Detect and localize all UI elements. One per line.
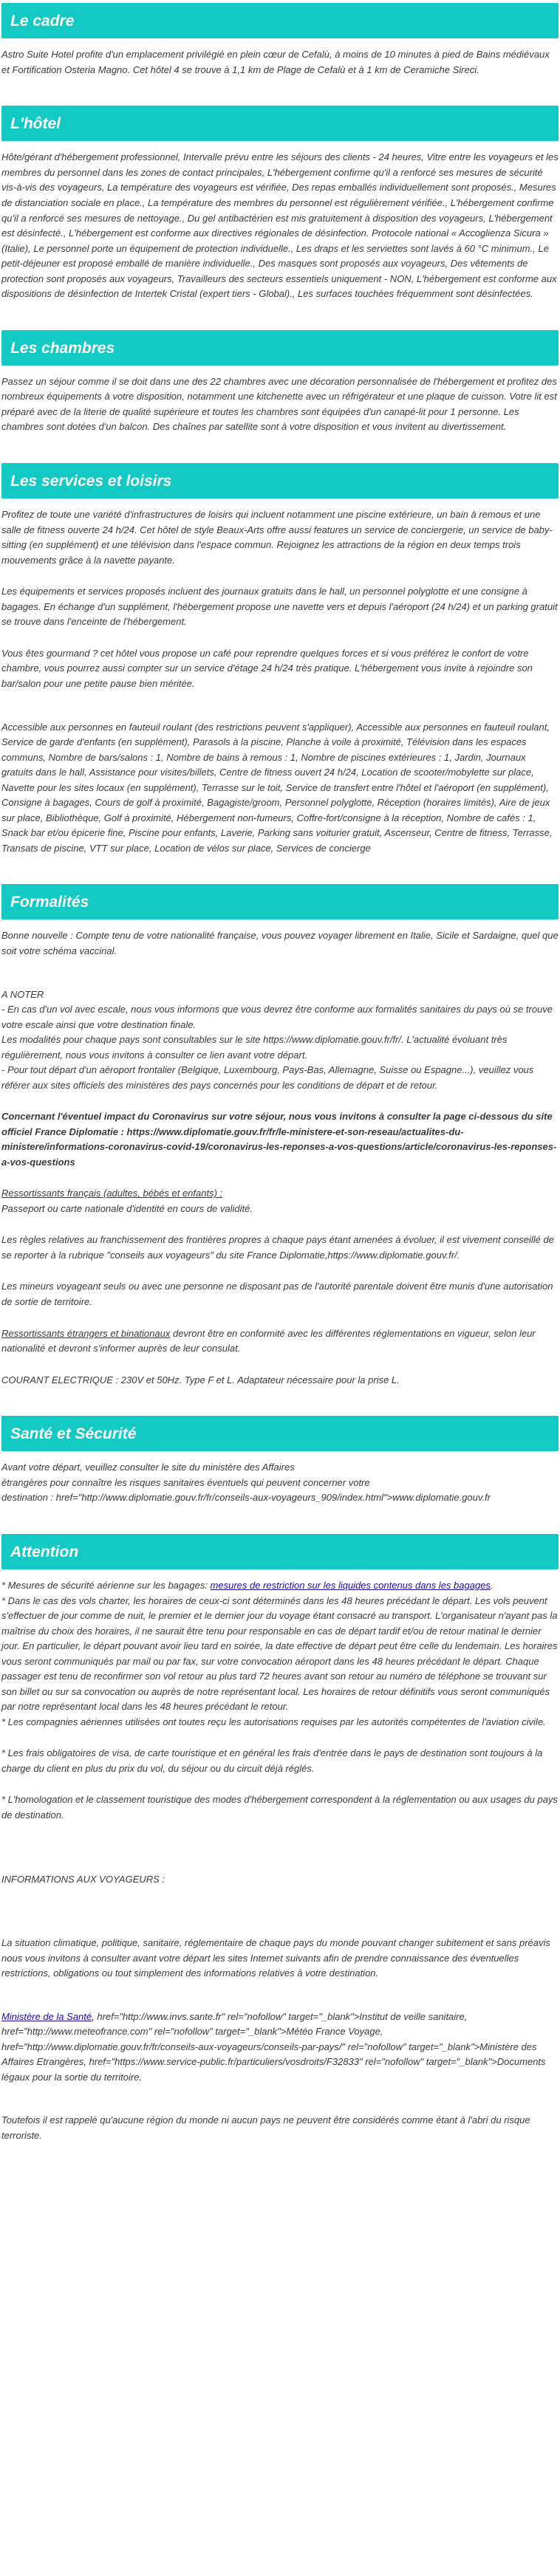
section-title-attention: Attention [1,1534,559,1569]
formalites-etrangers [0,1326,560,1357]
formalites-noter-3: - Pour tout départ d'un aéroport frontalier (Belgique, Luxembourg, Pays-Bas, Allemagne, Suisse ou Espagne...), veuillez vous référer aux sites officiels des ministères des pays concernés pour les conditions de départ et de retour. [1,1064,534,1091]
section-title-formalites: Formalités [1,884,559,919]
attention-ministere [0,2010,560,2086]
formalites-noter-2: Les modalités pour chaque pays sont consultables sur le site https://www.diplomatie.gouv.fr/fr/. L'actualité évoluant très régulièrement, nous vous invitons à consulter ce lien avant votre départ. [1,1034,508,1061]
section-title-loisirs: Les services et loisirs [1,463,559,499]
formalites-noter-title: A NOTER [1,988,44,1000]
attention-compagnies: * Les compagnies aériennes utilisées ont toutes reçu les autorisations requises par les autorités compétentes de l'aviation civile. [1,1716,546,1727]
loisirs-p4: Accessible aux personnes en fauteuil roulant (des restrictions peuvent s'appliquer), Accessible aux personnes en fauteuil roulant, Service de garde d'enfants (en supplément), Parasols à la piscine, Planche à voile à proximité, Télévision dans les espaces communs, Nombre de bars/salons : 1, Nombre de bains à remous : 1, Nombre de piscines extérieures : 1, Jardin, Journaux gratuits dans le hall, Assistance pour visites/billets, Centre de fitness ouvert 24 h/24, Location de scooter/mobylette sur place, Navette pour les sites locaux (en supplément), Terrasse sur le toit, Service de transfert entre l'hôtel et l'aéroport (en supplément), Consigne à bagages, Cours de golf à proximité, Bagagiste/groom, Personnel polyglotte, Réception (horaires limités), Aire de jeux sur place, Bibliothèque, Golf à proximité, Hébergement non-fumeurs, Coffre-fort/consigne à la réception, Nombre de cafés : 1, Snack bar et/ou épicerie fine, Piscine pour enfants, Laverie, Parking sans voiturier gratuit, Ascenseur, Centre de fitness, Terrasse, Transats de piscine, VTT sur place, Location de vélos sur place, Services de concierge [1,721,553,854]
attention-vols: * Dans le cas des vols charter, les horaires de ceux-ci sont déterminés dans les 48 heures précédant le départ. Les vols peuvent s'effectuer de jour comme de nuit, le premier et le dernier jour du voyage étant consacré au transport. L'organisateur n'ayant pas la maîtrise du choix des horaires, il ne saurait être tenu pour responsable en cas de départ tardif et/ou de retour matinal le dernier jour. En particulier, le départ pouvant avoir lieu tard en soirée, la date effective de départ peut être celle du lendemain. Les horaires vous seront communiqués par mail ou par fax, sur votre convocation aéroport dans les 48 heures précédant le départ. Chaque passager est tenu de reconfirmer son vol retour au plus tard 72 heures avant son retour au numéro de téléphone se trouvant sur son billet ou sur sa convocation ou auprès de notre représentant local. Les horaires de retour définitifs vous seront communiqués par notre représentant local dans les 48 heures précédant le retour. [1,1594,558,1713]
section-title-cadre: Le cadre [1,3,559,38]
page [0,3,560,2143]
attention-bagages [0,1578,560,1594]
section-hotel [0,106,560,301]
loisirs-p3: Vous êtes gourmand ? cet hôtel vous propose un café pour reprendre quelques forces et si vous préférez le confort de votre chambre, vous pourrez aussi compter sur un service d'étage 24 h/24 très pratique. L'hébergement vous invite à rejoindre son bar/salon pour une petite pause bien méritée. [1,647,533,689]
formalites-fr-title: Ressortissants français (adultes, bébés et enfants) : [1,1188,223,1199]
section-chambres [0,330,560,435]
formalites-mineurs: Les mineurs voyageant seuls ou avec une personne ne disposant pas de l'autorité parentale doivent être munis d'une autorisation de sortie de territoire. [1,1281,553,1308]
hotel-text: Hôte/gérant d'hébergement professionnel, Intervalle prévu entre les séjours des clients - 24 heures, Vitre entre les voyageurs et les membres du personnel dans les zones de contact principales, L'hébergement confirme qu'il a renforcé ses mesures de sécurité vis-à-vis des voyageurs, La température des voyageurs est vérifiée, Des repas emballés individuellement sont proposés., Mesures de distanciation sociale en place., La température des membres du personnel est régulièrement vérifiée., L'hébergement confirme qu'il a renforcé ses mesures de nettoyage., Du gel antibactérien est mis gratuitement à disposition des voyageurs, L'hébergement est désinfecté., L'hébergement est conforme aux directives régionales de désinfection. Protocole national « Accoglienza Sicura » (Italie), Le personnel porte un équipement de protection individuelle., Les draps et les serviettes sont lavés à 60 °C minimum., Le petit-déjeuner est proposé emballé de manière individuelle., Des masques sont proposés aux voyageurs, Des vêtements de protection sont proposés aux voyageurs, Travailleurs des secteurs essentiels uniquement - NON, L'hébergement est conforme aux dispositions de désinfection de Intertek Cristal (expert tiers - Global)., Les surfaces touchées fréquemment sont désinfectées. [1,151,559,300]
formalites-courant: COURANT ELECTRIQUE : 230V et 50Hz. Type F et L. Adaptateur nécessaire pour la prise L. [1,1374,400,1385]
sante-line-1: Avant votre départ, veuillez consulter le site du ministère des Affaires [1,1462,295,1473]
liquids-restriction-link[interactable]: mesures de restriction sur les liquides contenus dans les bagages [210,1580,491,1592]
section-title-hotel: L'hôtel [1,106,559,141]
formalites-etrangers-text: devront être en conformité avec les différentes réglementations en vigueur, selon leur nationalité et devront s'informer auprès de leur consulat. [1,1327,536,1354]
formalites-coronavirus: Concernant l'éventuel impact du Coronavirus sur votre séjour, nous vous invitons à consulter la page ci-dessous du site officiel France Diplomatie : https://www.diplomatie.gouv.fr/fr/le-ministere-et-son-reseau/actualites-du-ministere/informations-coronavirus-covid-19/coronavirus-les-reponses-a-vos-questions/article/coronavirus-les-reponses-a-vos-questions [1,1111,557,1168]
formalites-noter-1: - En cas d'un vol avec escale, nous vous informons que vous devrez être conforme aux formalités sanitaires du pays où se trouve votre escale ainsi que votre destination finale. [1,1004,553,1030]
section-title-chambres: Les chambres [1,330,559,366]
section-sante [0,1416,560,1506]
attention-homologation: * L'homologation et le classement touristique des modes d'hébergement correspondent à la réglementation ou aux usages du pays de destination. [1,1794,558,1820]
loisirs-p2: Les équipements et services proposés incluent des journaux gratuits dans le hall, un personnel polyglotte et une consigne à bagages. En échange d'un supplément, l'hébergement propose une navette vers et depuis l'aéroport (24 h/24) et un parking gratuit se trouve dans l'enceinte de l'hébergement. [1,586,558,628]
section-title-sante: Santé et Sécurité [1,1416,559,1451]
attention-frais: * Les frais obligatoires de visa, de carte touristique et en général les frais d'entrée dans le pays de destination sont toujours à la charge du client en plus du prix du vol, du séjour ou du circuit déjà réglés. [1,1747,543,1774]
formalites-etrangers-title: Ressortissants étrangers et binationaux [1,1327,171,1339]
section-cadre [0,3,560,78]
attention-bagages-label: * Mesures de sécurité aérienne sur les bagages: [1,1580,211,1592]
attention-infos-title: INFORMATIONS AUX VOYAGEURS : [1,1873,165,1885]
formalites-intro: Bonne nouvelle : Compte tenu de votre nationalité française, vous pouvez voyager librement en Italie, Sicile et Sardaigne, quel que soit votre schéma vaccinal. [1,930,559,956]
formalites-regles: Les règles relatives au franchissement des frontières propres à chaque pays étant amenées à évoluer, il est vivement conseillé de se reporter à la rubrique "conseils aux voyageurs" du site France Diplomatie,https://www.diplomatie.gouv.fr/. [1,1234,554,1261]
section-formalites [0,884,560,1388]
formalites-fr-text: Passeport ou carte nationale d'identité en cours de validité. [1,1202,253,1214]
attention-ministere-rest: , href="http://www.invs.sante.fr" rel="nofollow" target="_blank">Institut de veille sanitaire, href="http://www.meteofrance.com" rel="nofollow" target="_blank">Météo France Voyage, href="http://www.diplomatie.gouv.fr/fr/conseils-aux-voyageurs/conseils-par-pays/" rel="nofollow" target="_blank">Ministère des Affaires Etrangères, href="https://www.service-public.fr/particuliers/vosdroits/F32833" rel="nofollow" target="_blank">Documents légaux pour la sortie du territoire. [1,2010,546,2083]
section-loisirs [0,463,560,856]
attention-situation: La situation climatique, politique, sanitaire, réglementaire de chaque pays du monde pouvant changer subitement et sans préavis nous vous invitons à consulter avant votre départ les sites Internet suivants afin de prendre connaissance des éventuelles restrictions, obligations ou tout simplement des informations relatives à votre destination. [1,1937,550,1979]
sante-line-2: étrangères pour connaître les risques sanitaires éventuels qui peuvent concerner votre [1,1476,370,1488]
attention-bagages-end: . [490,1580,494,1592]
attention-terrorisme: Toutefois il est rappelé qu'aucune région du monde ni aucun pays ne peuvent être considérés comme étant à l'abri du risque terroriste. [1,2114,530,2141]
sante-line-3: destination : href="http://www.diplomatie.gouv.fr/fr/conseils-aux-voyageurs_909/index.html">www.diplomatie.gouv.fr [1,1492,491,1504]
chambres-text: Passez un séjour comme il se doit dans une des 22 chambres avec une décoration personnalisée de l'hébergement et profitez des nombreux équipements à votre disposition, notamment une kitchenette avec un réfrigérateur et une plaque de cuisson. Votre lit est préparé avec de la literie de qualité supérieure et toutes les chambres sont équipées d'un canapé-lit pour 1 personne. Les chambres sont dotées d'un balcon. Des chaînes par satellite sont à votre disposition et vous invitent au divertissement. [1,375,557,433]
loisirs-p1: Profitez de toute une variété d'infrastructures de loisirs qui incluent notamment une piscine extérieure, un bain à remous et une salle de fitness ouverte 24 h/24. Cet hôtel de style Beaux-Arts offre aussi features un service de conciergerie, un service de baby-sitting (en supplément) et une télévision dans l'espace commun. Rejoignez les attractions de la région en deux temps trois mouvements grâce à la navette payante. [1,509,553,566]
section-attention [0,1534,560,2143]
cadre-text: Astro Suite Hotel profite d'un emplacement privilégié en plein cœur de Cefalù, à moins de 10 minutes à pied de Bains médiévaux et Fortification Osteria Magno. Cet hôtel 4 se trouve à 1,1 km de Plage de Cefalù et à 1 km de Ceramiche Sireci. [1,49,550,75]
ministere-sante-link[interactable]: Ministère de la Santé [1,2010,92,2022]
